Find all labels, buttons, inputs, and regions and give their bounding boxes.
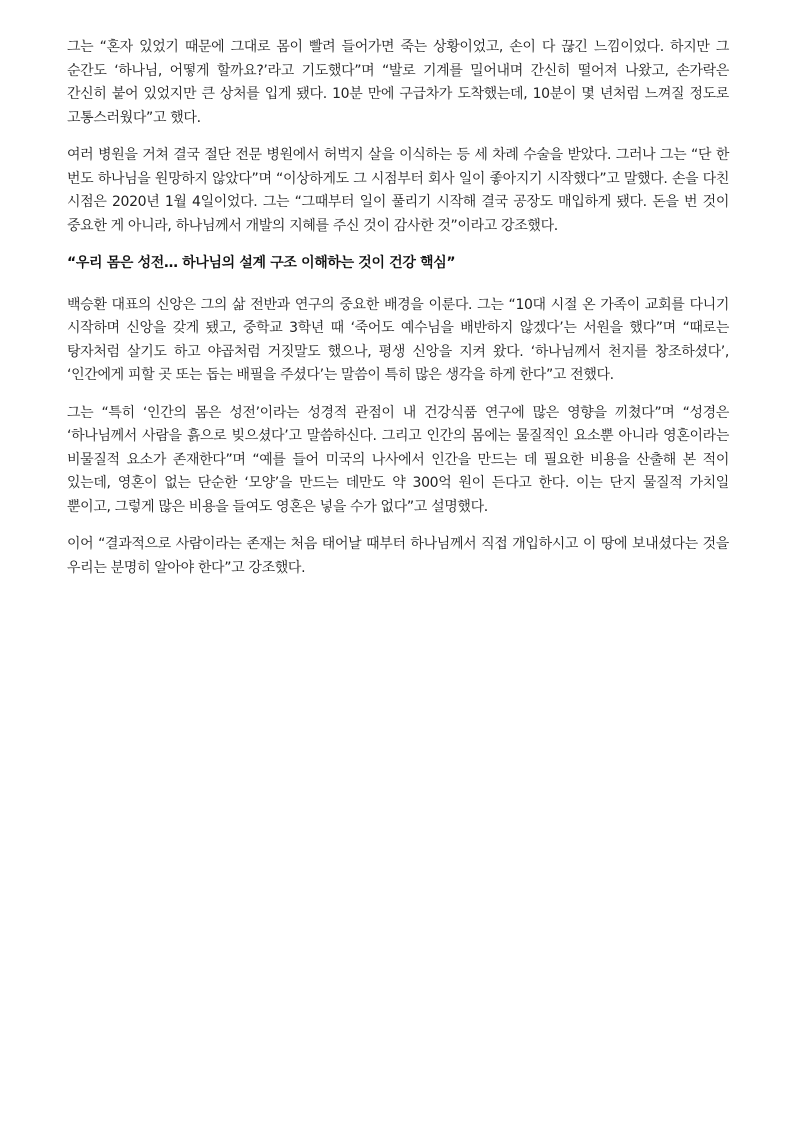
paragraph-body-temple: 그는 “특히 ‘인간의 몸은 성전’이라는 성경적 관점이 내 건강식품 연구에 많은 영향을 끼쳤다”며 “성경은 ‘하나님께서 사람을 흙으로 빚으셨다’고 말씀하신다. 그리고 인간의 몸에는 물질적인 요소뿐 아니라 영혼이라는 비물질적 요소가 존재한다”며 “예를 들어 미국의 나사에서 인간을 만드는 데 필요한 비용을 산출해 본 적이 있는데, 영혼이 없는 단순한 ‘모양’을 만드는 데만도 약 300억 원이 든다고 한다. 이는 단지 물질적 가치일 뿐이고, 그렇게 많은 비용을 들여도 영혼은 넣을 수가 없다”고 설명했다. xyxy=(67,404,729,515)
article-body xyxy=(67,36,729,594)
article-subheading: “우리 몸은 성전… 하나님의 설계 구조 이해하는 것이 건강 핵심” xyxy=(67,255,456,271)
paragraph-accident: 그는 “혼자 있었기 때문에 그대로 몸이 빨려 들어가면 죽는 상황이었고, 손이 다 끊긴 느낌이었다. 하지만 그 순간도 ‘하나님, 어떻게 할까요?’라고 기도했다”며 “발로 기계를 밀어내며 간신히 떨어져 나왔고, 손가락은 간신히 붙어 있었지만 큰 상처를 입게 됐다. 10분 만에 구급차가 도착했는데, 10분이 몇 년처럼 느껴질 정도로 고통스러웠다”고 했다. xyxy=(67,39,729,126)
paragraph-faith: 백승환 대표의 신앙은 그의 삶 전반과 연구의 중요한 배경을 이룬다. 그는 “10대 시절 온 가족이 교회를 다니기 시작하며 신앙을 갖게 됐고, 중학교 3학년 때 ‘죽어도 예수님을 배반하지 않겠다’는 서원을 했다”며 “때로는 탕자처럼 살기도 하고 야곱처럼 거짓말도 했으나, 평생 신앙을 지켜 왔다. ‘하나님께서 천지를 창조하셨다’, ‘인간에게 피할 곳 또는 돕는 배필을 주셨다’는 말씀이 특히 많은 생각을 하게 한다”고 전했다. xyxy=(67,296,729,383)
paragraph-conclusion: 이어 “결과적으로 사람이라는 존재는 처음 태어날 때부터 하나님께서 직접 개입하시고 이 땅에 보내셨다는 것을 우리는 분명히 알아야 한다”고 강조했다. xyxy=(67,536,729,576)
paragraph-surgery: 여러 병원을 거쳐 결국 절단 전문 병원에서 허벅지 살을 이식하는 등 세 차례 수술을 받았다. 그러나 그는 “단 한 번도 하나님을 원망하지 않았다”며 “이상하게도 그 시점부터 회사 일이 좋아지기 시작했다”고 말했다. 손을 다친 시점은 2020년 1월 4일이었다. 그는 “그때부터 일이 풀리기 시작해 결국 공장도 매입하게 됐다. 돈을 번 것이 중요한 게 아니라, 하나님께서 개발의 지혜를 주신 것이 감사한 것”이라고 강조했다. xyxy=(67,147,729,234)
